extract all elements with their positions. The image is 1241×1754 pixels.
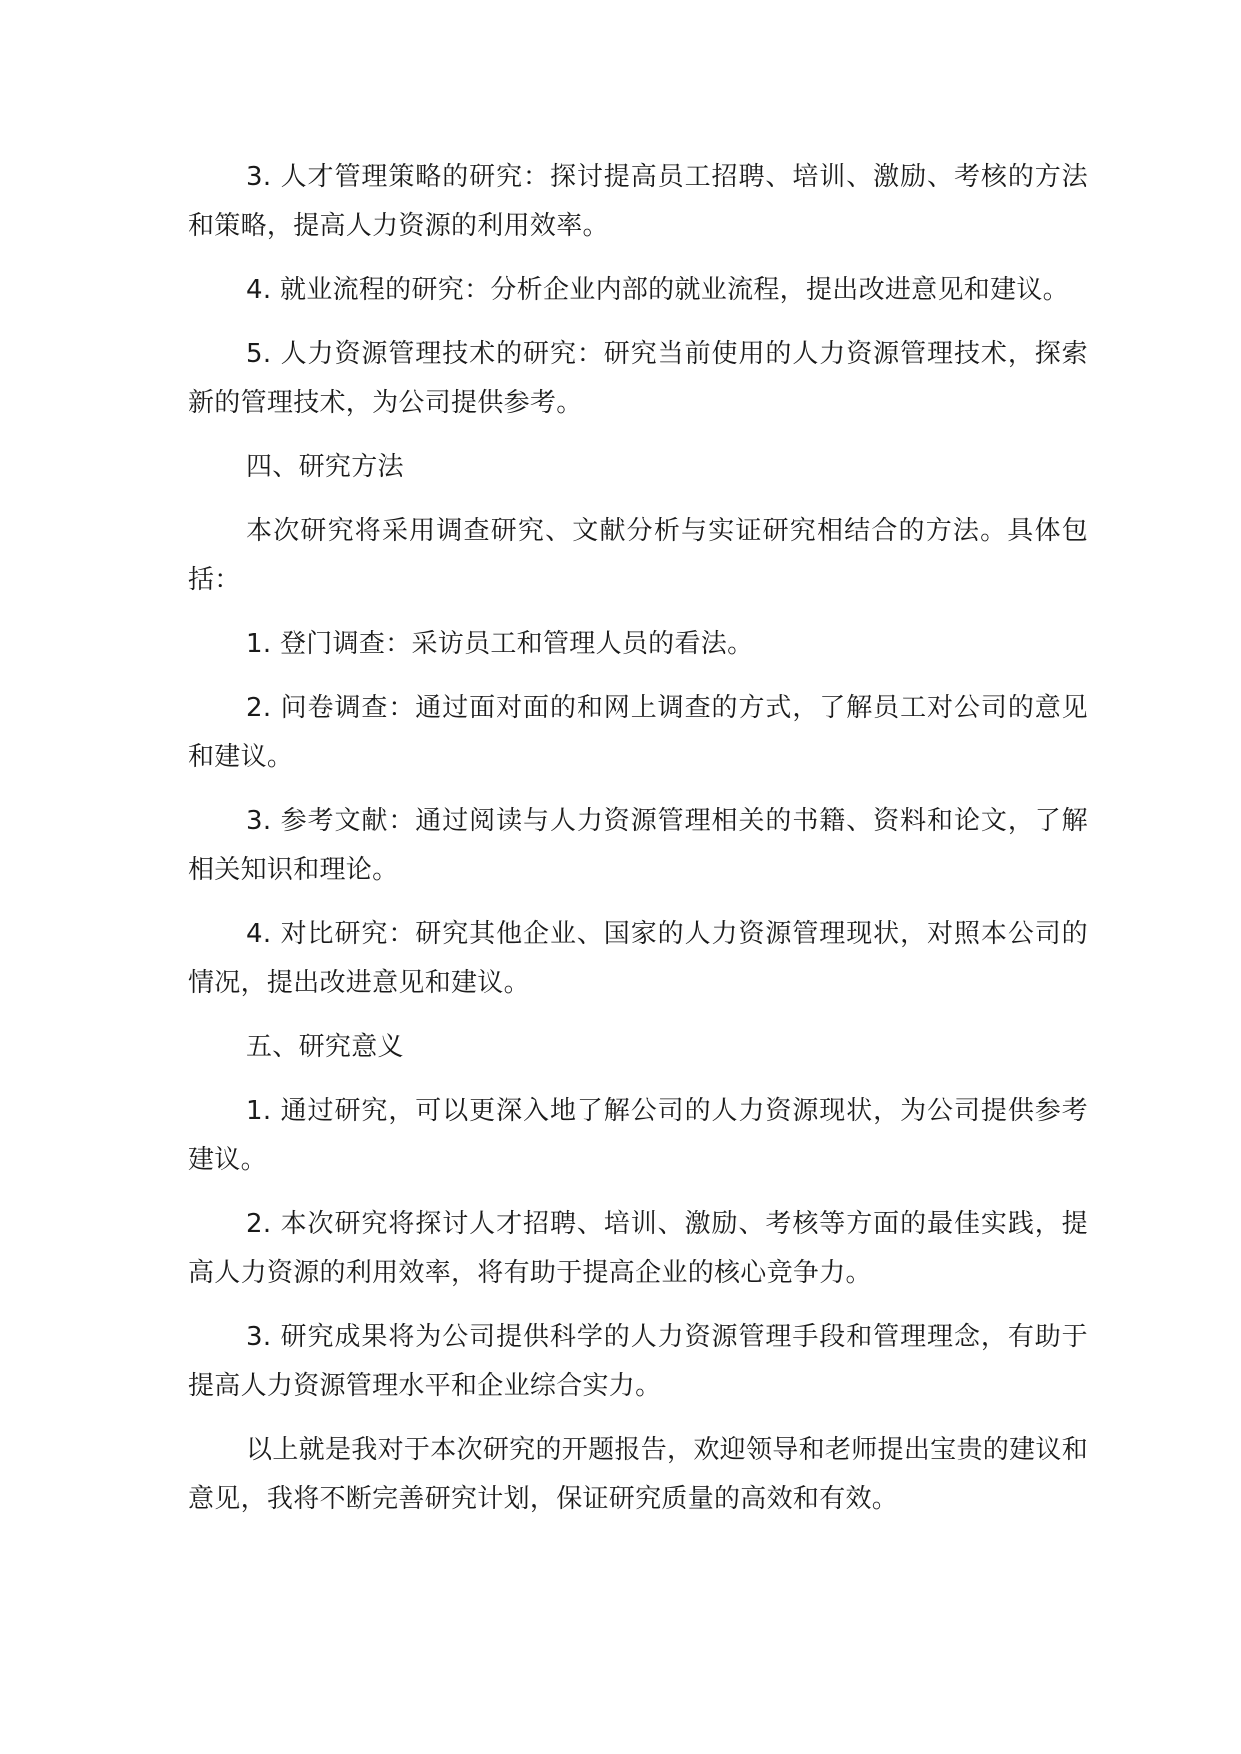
- paragraph-significance-2: 2. 本次研究将探讨人才招聘、培训、激励、考核等方面的最佳实践，提高人力资源的利用效率，将有助于提高企业的核心竞争力。: [188, 1209, 1088, 1288]
- paragraph-conclusion: 以上就是我对于本次研究的开题报告，欢迎领导和老师提出宝贵的建议和意见，我将不断完善研究计划，保证研究质量的高效和有效。: [188, 1435, 1088, 1514]
- document-body: [188, 153, 1088, 1539]
- paragraph-methods-intro: 本次研究将采用调查研究、文献分析与实证研究相结合的方法。具体包括：: [188, 516, 1088, 595]
- paragraph-employment-process: 4. 就业流程的研究：分析企业内部的就业流程，提出改进意见和建议。: [246, 275, 1069, 305]
- paragraph-method-literature: 3. 参考文献：通过阅读与人力资源管理相关的书籍、资料和论文，了解相关知识和理论。: [188, 806, 1088, 885]
- paragraph-method-comparison: 4. 对比研究：研究其他企业、国家的人力资源管理现状，对照本公司的情况，提出改进意见和建议。: [188, 919, 1088, 998]
- paragraph-hr-technology: 5. 人力资源管理技术的研究：研究当前使用的人力资源管理技术，探索新的管理技术，为公司提供参考。: [188, 339, 1088, 418]
- paragraph-significance-1: 1. 通过研究，可以更深入地了解公司的人力资源现状，为公司提供参考建议。: [188, 1096, 1088, 1175]
- paragraph-talent-strategy: 3. 人才管理策略的研究：探讨提高员工招聘、培训、激励、考核的方法和策略，提高人力资源的利用效率。: [188, 162, 1088, 241]
- section-heading-methods: 四、研究方法: [246, 452, 404, 482]
- paragraph-method-visit-survey: 1. 登门调查：采访员工和管理人员的看法。: [246, 629, 754, 659]
- paragraph-method-questionnaire: 2. 问卷调查：通过面对面的和网上调查的方式，了解员工对公司的意见和建议。: [188, 693, 1088, 772]
- paragraph-significance-3: 3. 研究成果将为公司提供科学的人力资源管理手段和管理理念，有助于提高人力资源管理水平和企业综合实力。: [188, 1322, 1088, 1401]
- section-heading-significance: 五、研究意义: [246, 1032, 404, 1062]
